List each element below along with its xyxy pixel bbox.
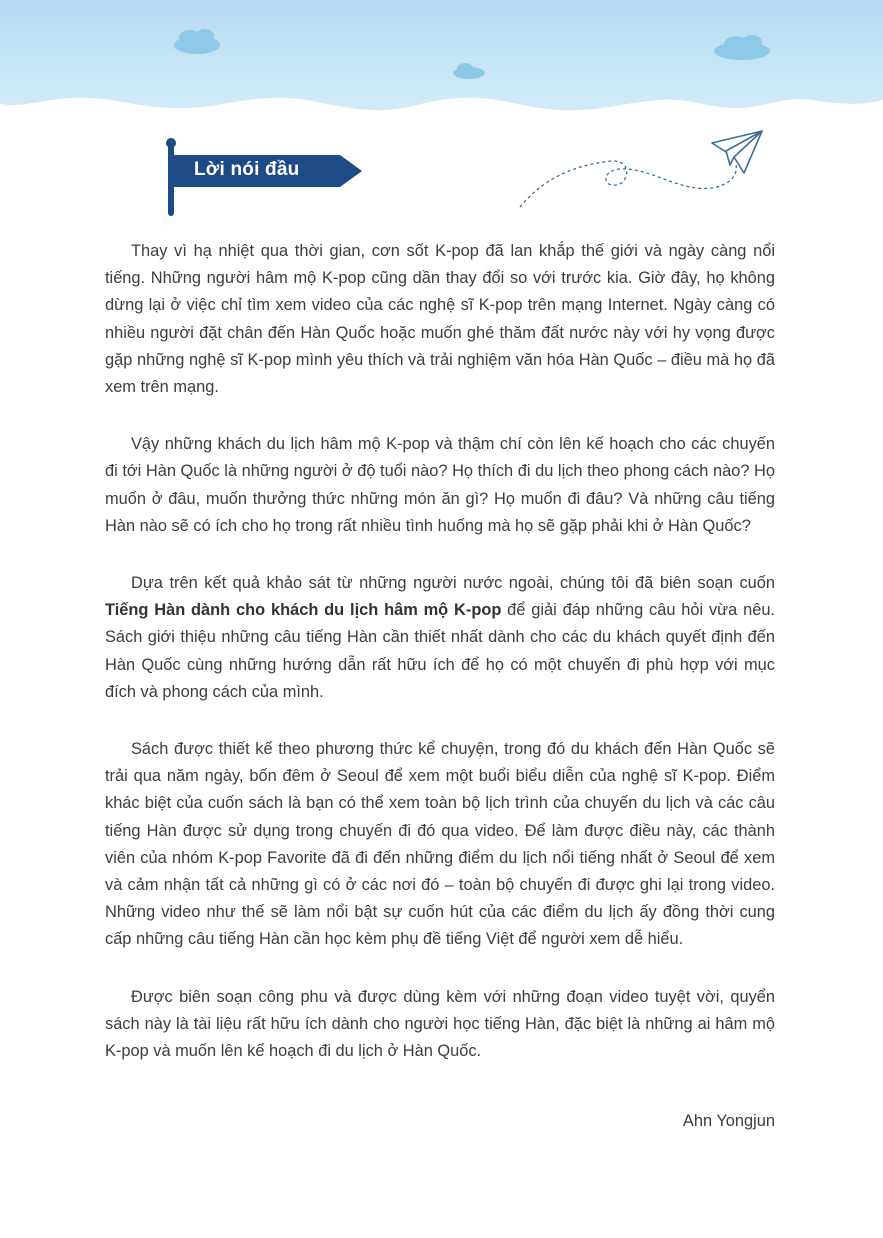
flag-pole xyxy=(168,142,174,216)
section-heading xyxy=(166,138,366,218)
paragraph: Thay vì hạ nhiệt qua thời gian, cơn sốt K-pop đã lan khắp thế giới và ngày càng nổi tiếng. Những người hâm mộ K-pop cũng dần thay đổi so với trước kia. Giờ đây, họ không dừng lại ở việc chỉ tìm xem video của các nghệ sĩ K-pop trên mạng Internet. Ngày càng có nhiều người đặt chân đến Hàn Quốc hoặc muốn ghé thăm đất nước này với hy vọng được gặp những nghệ sĩ K-pop mình yêu thích và trải nghiệm văn hóa Hàn Quốc – điều mà họ đã xem trên mạng. xyxy=(105,242,775,397)
page-title: Lời nói đầu xyxy=(194,159,300,180)
paragraph: Sách được thiết kế theo phương thức kể chuyện, trong đó du khách đến Hàn Quốc sẽ trải qua năm ngày, bốn đêm ở Seoul để xem một buổi biểu diễn của nghệ sĩ K-pop. Điểm khác biệt của cuốn sách là bạn có thể xem toàn bộ lịch trình của chuyến du lịch và các câu tiếng Hàn được sử dụng trong chuyến đi đó qua video. Để làm được điều này, các thành viên của nhóm K-pop Favorite đã đi đến những điểm du lịch nổi tiếng nhất ở Seoul để xem và cảm nhận tất cả những gì có ở các nơi đó – toàn bộ chuyến đi được ghi lại trong video. Những video như thế sẽ làm nổi bật sự cuốn hút của các điểm du lịch ấy đồng thời cung cấp những câu tiếng Hàn cần học kèm phụ đề tiếng Việt để người xem dễ hiểu. xyxy=(105,740,775,949)
preface-body xyxy=(105,238,775,1095)
sky-illustration xyxy=(0,0,883,140)
flag-icon xyxy=(166,138,176,148)
author-signature: Ahn Yongjun xyxy=(682,1112,775,1130)
paper-plane-icon xyxy=(512,125,772,215)
sky-header-banner xyxy=(0,0,883,140)
paragraph: Được biên soạn công phu và được dùng kèm với những đoạn video tuyệt vời, quyển sách này là tài liệu rất hữu ích dành cho người học tiếng Hàn, đặc biệt là những ai hâm mộ K-pop và muốn lên kế hoạch đi du lịch ở Hàn Quốc. xyxy=(105,987,775,1061)
paragraph-text: Dựa trên kết quả khảo sát từ những người nước ngoài, chúng tôi đã biên soạn cuốn xyxy=(131,574,775,593)
paper-plane-decoration xyxy=(512,125,772,215)
paragraph: Vậy những khách du lịch hâm mộ K-pop và thậm chí còn lên kế hoạch cho các chuyến đi tới Hàn Quốc là những người ở độ tuổi nào? Họ thích đi du lịch theo phong cách nào? Họ muốn ở đâu, muốn thưởng thức những món ăn gì? Họ muốn đi đâu? Và những câu tiếng Hàn nào sẽ có ích cho họ trong rất nhiều tình huống mà họ sẽ gặp phải khi ở Hàn Quốc? xyxy=(105,435,775,535)
book-title: Tiếng Hàn dành cho khách du lịch hâm mộ K-pop xyxy=(105,601,502,620)
paragraph xyxy=(105,570,775,706)
paragraph-text: để giải đáp những câu hỏi vừa nêu. Sách giới thiệu những câu tiếng Hàn cần thiết nhất dành cho các du khách quyết định đến Hàn Quốc cùng những hướng dẫn rất hữu ích để họ có một chuyến đi phù hợp với mục đích và phong cách của mình. xyxy=(105,601,775,701)
